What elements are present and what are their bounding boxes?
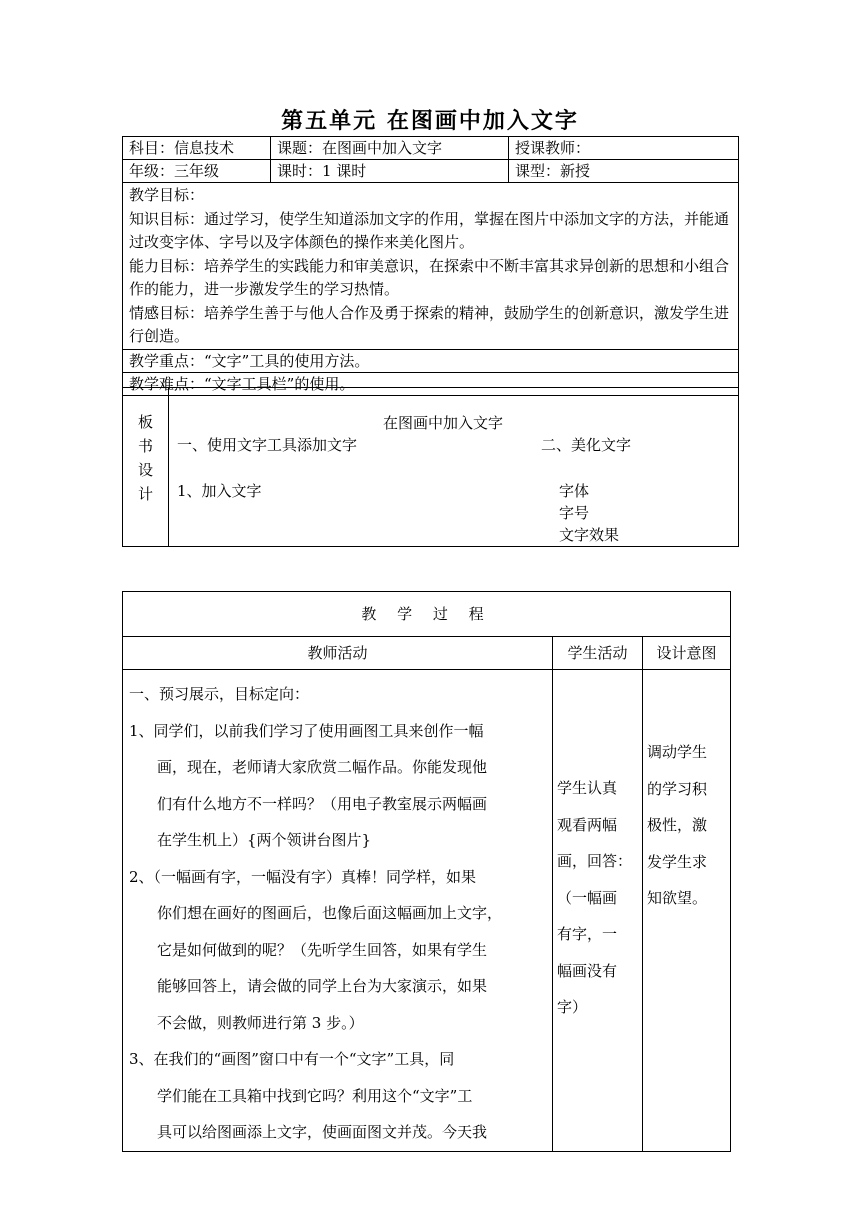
step-1-line: 1、同学们，以前我们学习了使用画图工具来创作一幅 — [129, 721, 484, 740]
difficulty: 教学难点：“文字工具栏”的使用。 — [123, 372, 739, 395]
student-activity-header: 学生活动 — [553, 637, 643, 670]
board-design-table — [122, 387, 739, 547]
board-design-content — [169, 388, 739, 547]
goals-heading: 教学目标： — [129, 186, 205, 204]
type-cell: 课型：新授 — [509, 160, 739, 183]
emotion-goal: 情感目标：培养学生善于与他人合作及勇于探索的精神，鼓励学生的创新意识，激发学生进行创造。 — [129, 303, 730, 345]
board-item-1: 1、加入文字 — [177, 482, 262, 500]
lesson-info-table — [122, 136, 739, 396]
ability-goal: 能力目标：培养学生的实践能力和审美意识，在探索中不断丰富其求异创新的思想和小组合作的能力，进一步激发学生的学习热情。 — [129, 256, 730, 298]
intent-line: 的学习积 — [647, 779, 708, 798]
design-intent — [643, 670, 731, 1152]
step-2-line: 能够回答上，请会做的同学上台为大家演示，如果 — [157, 977, 488, 995]
board-label-char: 书 — [137, 437, 153, 455]
key-point: 教学重点：“文字”工具的使用方法。 — [123, 349, 739, 372]
intent-line: 发学生求 — [647, 852, 708, 871]
intent-line: 调动学生 — [647, 743, 708, 761]
board-heading: 在图画中加入文字 — [383, 414, 504, 432]
student-line: 观看两幅 — [557, 815, 618, 834]
document-title: 第五单元 在图画中加入文字 — [281, 108, 579, 134]
step-2-line: 它是如何做到的呢？（先听学生回答，如果有学生 — [157, 940, 488, 959]
intent-line: 极性，激 — [647, 816, 708, 834]
teacher-cell: 授课教师： — [509, 137, 739, 160]
design-intent-header: 设计意图 — [643, 637, 731, 670]
teacher-activity-header: 教师活动 — [123, 637, 553, 670]
board-font: 字体 — [559, 482, 590, 500]
board-label-char: 计 — [137, 485, 153, 503]
teacher-activity — [123, 670, 553, 1152]
step-2-line: 不会做，则教师进行第 3 步。） — [157, 1013, 364, 1032]
board-label-char: 板 — [137, 413, 153, 431]
step-heading: 一、预习展示，目标定向： — [129, 685, 310, 703]
subject-cell: 科目：信息技术 — [123, 137, 271, 160]
grade-cell: 年级：三年级 — [123, 160, 271, 183]
student-line: 有字，一 — [557, 925, 618, 943]
board-effect: 文字效果 — [559, 526, 620, 544]
step-1-line: 们有什么地方不一样吗？（用电子教室展示两幅画 — [157, 794, 488, 813]
board-part-2: 二、美化文字 — [541, 436, 632, 454]
hours-cell: 课时：1 课时 — [271, 160, 509, 183]
teaching-process-table — [122, 591, 731, 1152]
board-label-char: 设 — [137, 461, 153, 479]
step-2-line: 你们想在画好的图画后，也像后面这幅画加上文字， — [157, 904, 503, 922]
board-part-1: 一、使用文字工具添加文字 — [177, 436, 358, 454]
knowledge-goal: 知识目标：通过学习，使学生知道添加文字的作用，掌握在图片中添加文字的方法，并能通过改变字体、字号以及字体颜色的操作来美化图片。 — [129, 209, 730, 251]
student-line: （一幅画 — [557, 888, 618, 907]
step-2-line: 2、（一幅画有字，一幅没有字）真棒！同学样，如果 — [129, 867, 477, 886]
topic-cell: 课题：在图画中加入文字 — [271, 137, 509, 160]
student-activity — [553, 670, 643, 1152]
intent-line: 知欲望。 — [647, 889, 708, 907]
process-heading: 教 学 过 程 — [123, 592, 731, 637]
student-line: 画，回答： — [557, 852, 633, 870]
student-line: 字） — [557, 998, 588, 1016]
step-3-line: 学们能在工具箱中找到它吗？利用这个“文字”工 — [157, 1086, 473, 1105]
step-1-line: 画，现在，老师请大家欣赏二幅作品。你能发现他 — [157, 758, 488, 776]
board-size: 字号 — [559, 504, 590, 522]
student-line: 幅画没有 — [557, 961, 618, 980]
step-3-line: 3、在我们的“画图”窗口中有一个“文字”工具，同 — [129, 1050, 455, 1068]
teaching-goals — [123, 183, 739, 350]
student-line: 学生认真 — [557, 779, 618, 797]
step-1-line: 在学生机上）{两个领讲台图片} — [157, 831, 372, 849]
step-3-line: 具可以给图画添上文字，使画面图文并茂。今天我 — [157, 1123, 488, 1141]
board-design-label — [123, 388, 169, 547]
